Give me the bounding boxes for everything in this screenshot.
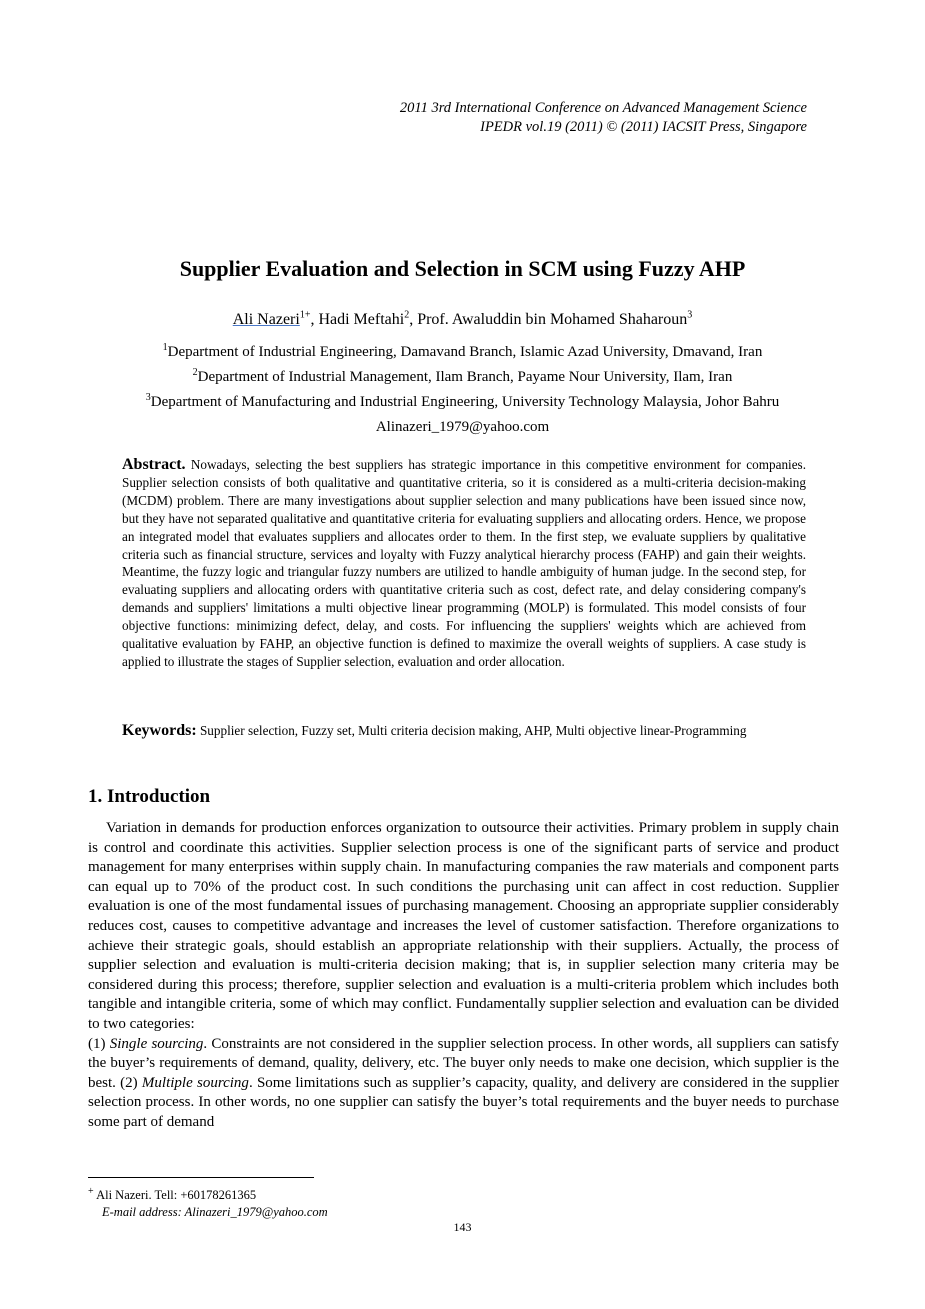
page-number: 143 xyxy=(453,1220,472,1234)
author-2: , Hadi Meftahi xyxy=(310,311,405,328)
affiliation-3 xyxy=(0,393,925,412)
multiple-sourcing-term: Multiple sourcing xyxy=(141,1074,249,1091)
keywords-label: Keywords: xyxy=(122,722,197,739)
section-heading-introduction: 1. Introduction xyxy=(88,786,211,807)
abstract xyxy=(122,456,806,671)
header-line-1: 2011 3rd International Conference on Advanced Management Science xyxy=(399,100,807,116)
abstract-label: Abstract. xyxy=(122,456,186,473)
author-3-sup: 3 xyxy=(687,309,693,321)
author-1-sup: 1+ xyxy=(299,309,311,321)
affiliation-2-sup: 2 xyxy=(192,367,198,378)
affiliation-3-text: Department of Manufacturing and Industrial Engineering, University Technology Malaysia, Johor Bahru xyxy=(150,394,780,410)
keywords-text: Supplier selection, Fuzzy set, Multi criteria decision making, AHP, Multi objective linear-Programming xyxy=(199,723,747,738)
single-sourcing-term: Single sourcing xyxy=(109,1035,204,1052)
footnote-divider xyxy=(88,1177,314,1178)
author-list xyxy=(0,311,925,329)
affiliation-1-sup: 1 xyxy=(162,342,168,353)
paper-title: Supplier Evaluation and Selection in SCM using Fuzzy AHP xyxy=(179,256,746,281)
footnote-line-1 xyxy=(88,1187,328,1204)
affiliation-3-sup: 3 xyxy=(145,392,151,403)
author-2-sup: 2 xyxy=(404,309,410,321)
intro-paragraph-1: Variation in demands for production enforces organization to outsource their activities. Primary problem in supply chain is control and coordinate this activities. Supplier selection process is one of the significant parts of service and product management for many enterprises within supply chain. In manufacturing companies the raw materials and component parts can equal up to 70% of the product cost. In such conditions the purchasing unit can affect in cost reduction. Supplier evaluation is one of the most fundamental issues of purchasing management. Choosing an appropriate supplier considerably reduces cost, causes to competitive advantage and increases the level of customer satisfaction. Therefore organizations to achieve their strategic goals, should establish an appropriate relationship with their suppliers. Actually, the process of supplier selection and evaluation is multi-criteria decision making; that is, in supplier selection many criteria may be considered during this process; therefore, supplier selection and evaluation is a multi-criteria problem which includes both tangible and intangible criteria, some of which may conflict. Fundamentally supplier selection and evaluation can be divided to two categories: xyxy=(88,820,839,1032)
intro-paragraph-2 xyxy=(88,1035,839,1133)
affiliation-1 xyxy=(0,343,925,362)
keywords xyxy=(122,720,806,742)
author-3: , Prof. Awaluddin bin Mohamed Shaharoun xyxy=(409,311,688,328)
introduction-body xyxy=(88,819,839,1133)
affiliation-2 xyxy=(0,368,925,387)
p2-part-a: (1) xyxy=(88,1035,110,1052)
footnote-contact: Ali Nazeri. Tell: +60178261365 xyxy=(93,1188,257,1202)
header-line-2: IPEDR vol.19 (2011) © (2011) IACSIT Press, Singapore xyxy=(480,119,807,135)
affiliation-2-text: Department of Industrial Management, Ilam Branch, Payame Nour University, Ilam, Iran xyxy=(197,369,733,385)
affiliation-1-text: Department of Industrial Engineering, Damavand Branch, Islamic Azad University, Dmavand, Iran xyxy=(167,344,763,360)
footnote-mark: + xyxy=(88,1185,94,1197)
abstract-text: Nowadays, selecting the best suppliers has strategic importance in this competitive environment for companies. Supplier selection consists of both qualitative and quantitative criteria, so it is considered as a multi-criteria decision-making (MCDM) problem. There are many investigations about supplier selection and many publications have been issued since now, but they have not separated qualitative and quantitative criteria for evaluating suppliers and allocating orders. Hence, we propose an integrated model that evaluates suppliers and allocates order to them. In the first step, we evaluate suppliers by qualitative criteria such as financial structure, services and loyalty with Fuzzy analytical hierarchy process (FAHP) and gain their weights. Meantime, the fuzzy logic and triangular fuzzy numbers are utilized to handle ambiguity of human judge. In the second step, for evaluating suppliers and allocating orders with quantitative criteria such as cost, defect rate, and delay considering company's demands and suppliers' limitations a multi objective linear programming (MOLP) is formulated. This model consists of four objective functions: minimizing defect, delay, and costs. For influencing the suppliers' weights which are achieved from qualitative evaluation by FAHP, an objective function is defined to maximize the overall weights of suppliers. A case study is applied to illustrate the stages of Supplier selection, evaluation and order allocation. xyxy=(122,457,806,669)
conference-header xyxy=(400,99,807,137)
p2-part-b: . Constraints are not considered in the supplier selection process. In other words, all suppliers can satisfy the buyer’s requirements of demand, quality, delivery, etc. The buyer only needs to make one decision, which supplier is the best. (2) xyxy=(88,1035,839,1091)
contact-email[interactable]: Alinazeri_1979@yahoo.com xyxy=(375,419,550,435)
footnote xyxy=(88,1187,328,1221)
author-1-link[interactable]: Ali Nazeri xyxy=(232,311,300,328)
p2-part-c: . Some limitations such as supplier’s capacity, quality, and delivery are considered in the supplier selection process. In other words, no one supplier can satisfy the buyer’s total requirements and the buyer needs to purchase some part of demand xyxy=(88,1074,839,1130)
footnote-email[interactable]: E-mail address: Alinazeri_1979@yahoo.com xyxy=(102,1205,328,1219)
